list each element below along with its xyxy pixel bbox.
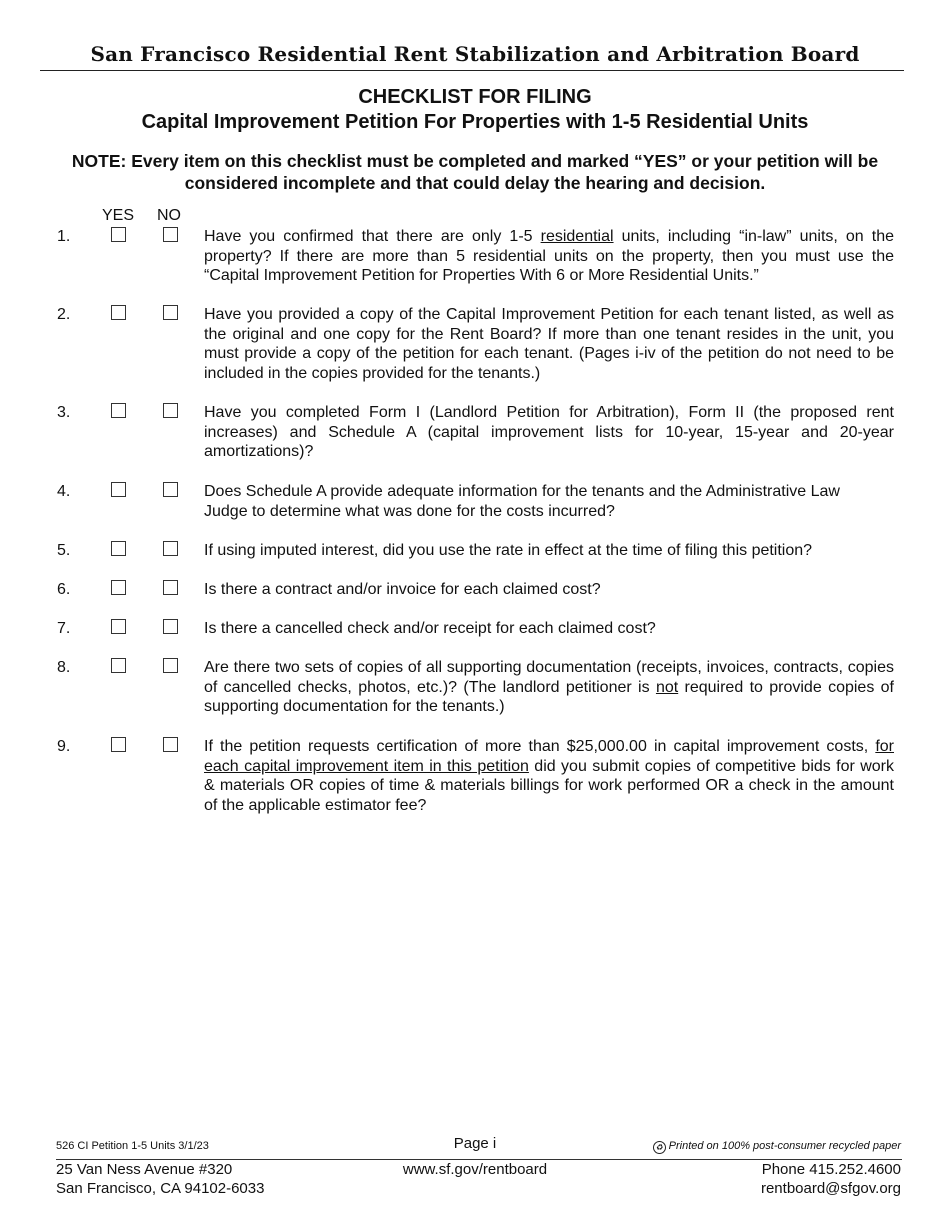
yes-checkbox[interactable] xyxy=(111,619,126,634)
item-text: If using imputed interest, did you use the rate in effect at the time of filing this petition? xyxy=(204,542,813,559)
yes-column-header: YES xyxy=(102,207,135,224)
item-number: 1. xyxy=(57,228,71,245)
item-number: 8. xyxy=(57,659,71,676)
no-column-header: NO xyxy=(157,207,181,224)
item-text: Is there a contract and/or invoice for each claimed cost? xyxy=(204,581,601,598)
page-number: Page i xyxy=(453,1135,497,1152)
item-text: If the petition requests certification of more than $25,000.00 in capital improvement costs, for each capital improvement item in this petition did you submit copies of competitive bids for work & materials OR copies of time & materials billings for work performed OR a check in the amount of the applicable estimator fee? xyxy=(204,738,894,815)
address-line-1: 25 Van Ness Avenue #320 xyxy=(56,1161,233,1178)
item-text: Have you provided a copy of the Capital Improvement Petition for each tenant listed, as well as the original and one copy for the Rent Board? If more than one tenant resides in the unit, you must provide a copy of the petition for each tenant. (Pages i-iv of the petition do not need to be included in the copies provided for the tenants.) xyxy=(204,306,894,383)
yes-checkbox[interactable] xyxy=(111,580,126,595)
board-name: San Francisco Residential Rent Stabilization and Arbitration Board xyxy=(90,42,860,66)
no-checkbox[interactable] xyxy=(163,658,178,673)
item-number: 7. xyxy=(57,620,71,637)
yes-checkbox[interactable] xyxy=(111,658,126,673)
no-checkbox[interactable] xyxy=(163,619,178,634)
address-line-2: San Francisco, CA 94102-6033 xyxy=(56,1180,265,1197)
yes-checkbox[interactable] xyxy=(111,305,126,320)
yes-checkbox[interactable] xyxy=(111,482,126,497)
item-number: 6. xyxy=(57,581,71,598)
item-text: Is there a cancelled check and/or receipt for each claimed cost? xyxy=(204,620,656,637)
no-checkbox[interactable] xyxy=(163,580,178,595)
form-id: 526 CI Petition 1-5 Units 3/1/23 xyxy=(56,1140,209,1152)
recycled-note: ♻ Printed on 100% post-consumer recycled paper xyxy=(653,1140,901,1154)
phone-number: Phone 415.252.4600 xyxy=(761,1161,901,1178)
website-link[interactable]: www.sf.gov/rentboard xyxy=(402,1161,548,1178)
checklist-title: CHECKLIST FOR FILING xyxy=(358,86,592,108)
recycle-icon: ♻ xyxy=(653,1141,666,1154)
footer-contact xyxy=(761,1160,901,1198)
item-number: 4. xyxy=(57,483,71,500)
yes-checkbox[interactable] xyxy=(111,227,126,242)
item-number: 3. xyxy=(57,404,71,421)
no-checkbox[interactable] xyxy=(163,541,178,556)
no-checkbox[interactable] xyxy=(163,227,178,242)
instruction-note: NOTE: Every item on this checklist must be completed and marked “YES” or your petition will be considered incomplete and that could delay the hearing and decision. xyxy=(71,151,879,193)
item-text: Have you confirmed that there are only 1-5 residential units, including “in-law” units, on the property? If there are more than 5 residential units on the property, then you must use the “Capital Improvement Petition for Properties With 6 or More Residential Units.” xyxy=(204,228,895,285)
item-text: Does Schedule A provide adequate information for the tenants and the Administrative Law Judge to determine what was done for the costs incurred? xyxy=(204,483,840,520)
yes-checkbox[interactable] xyxy=(111,737,126,752)
item-number: 2. xyxy=(57,306,71,323)
no-checkbox[interactable] xyxy=(163,305,178,320)
item-number: 5. xyxy=(57,542,71,559)
no-checkbox[interactable] xyxy=(163,482,178,497)
no-checkbox[interactable] xyxy=(163,737,178,752)
yes-checkbox[interactable] xyxy=(111,403,126,418)
email-address[interactable]: rentboard@sfgov.org xyxy=(760,1180,901,1197)
item-number: 9. xyxy=(57,738,71,755)
checklist-subtitle: Capital Improvement Petition For Properties with 1-5 Residential Units xyxy=(141,111,809,133)
no-checkbox[interactable] xyxy=(163,403,178,418)
header-rule xyxy=(40,70,904,71)
item-text: Are there two sets of copies of all supporting documentation (receipts, invoices, contracts, copies of cancelled checks, photos, etc.)? (The landlord petitioner is not required to provide copies of supporting documentation for the tenants.) xyxy=(204,659,894,716)
yes-checkbox[interactable] xyxy=(111,541,126,556)
item-text: Have you completed Form I (Landlord Petition for Arbitration), Form II (the proposed rent increases) and Schedule A (capital improvement lists for 10-year, 15-year and 20-year amortizations)? xyxy=(204,404,894,461)
